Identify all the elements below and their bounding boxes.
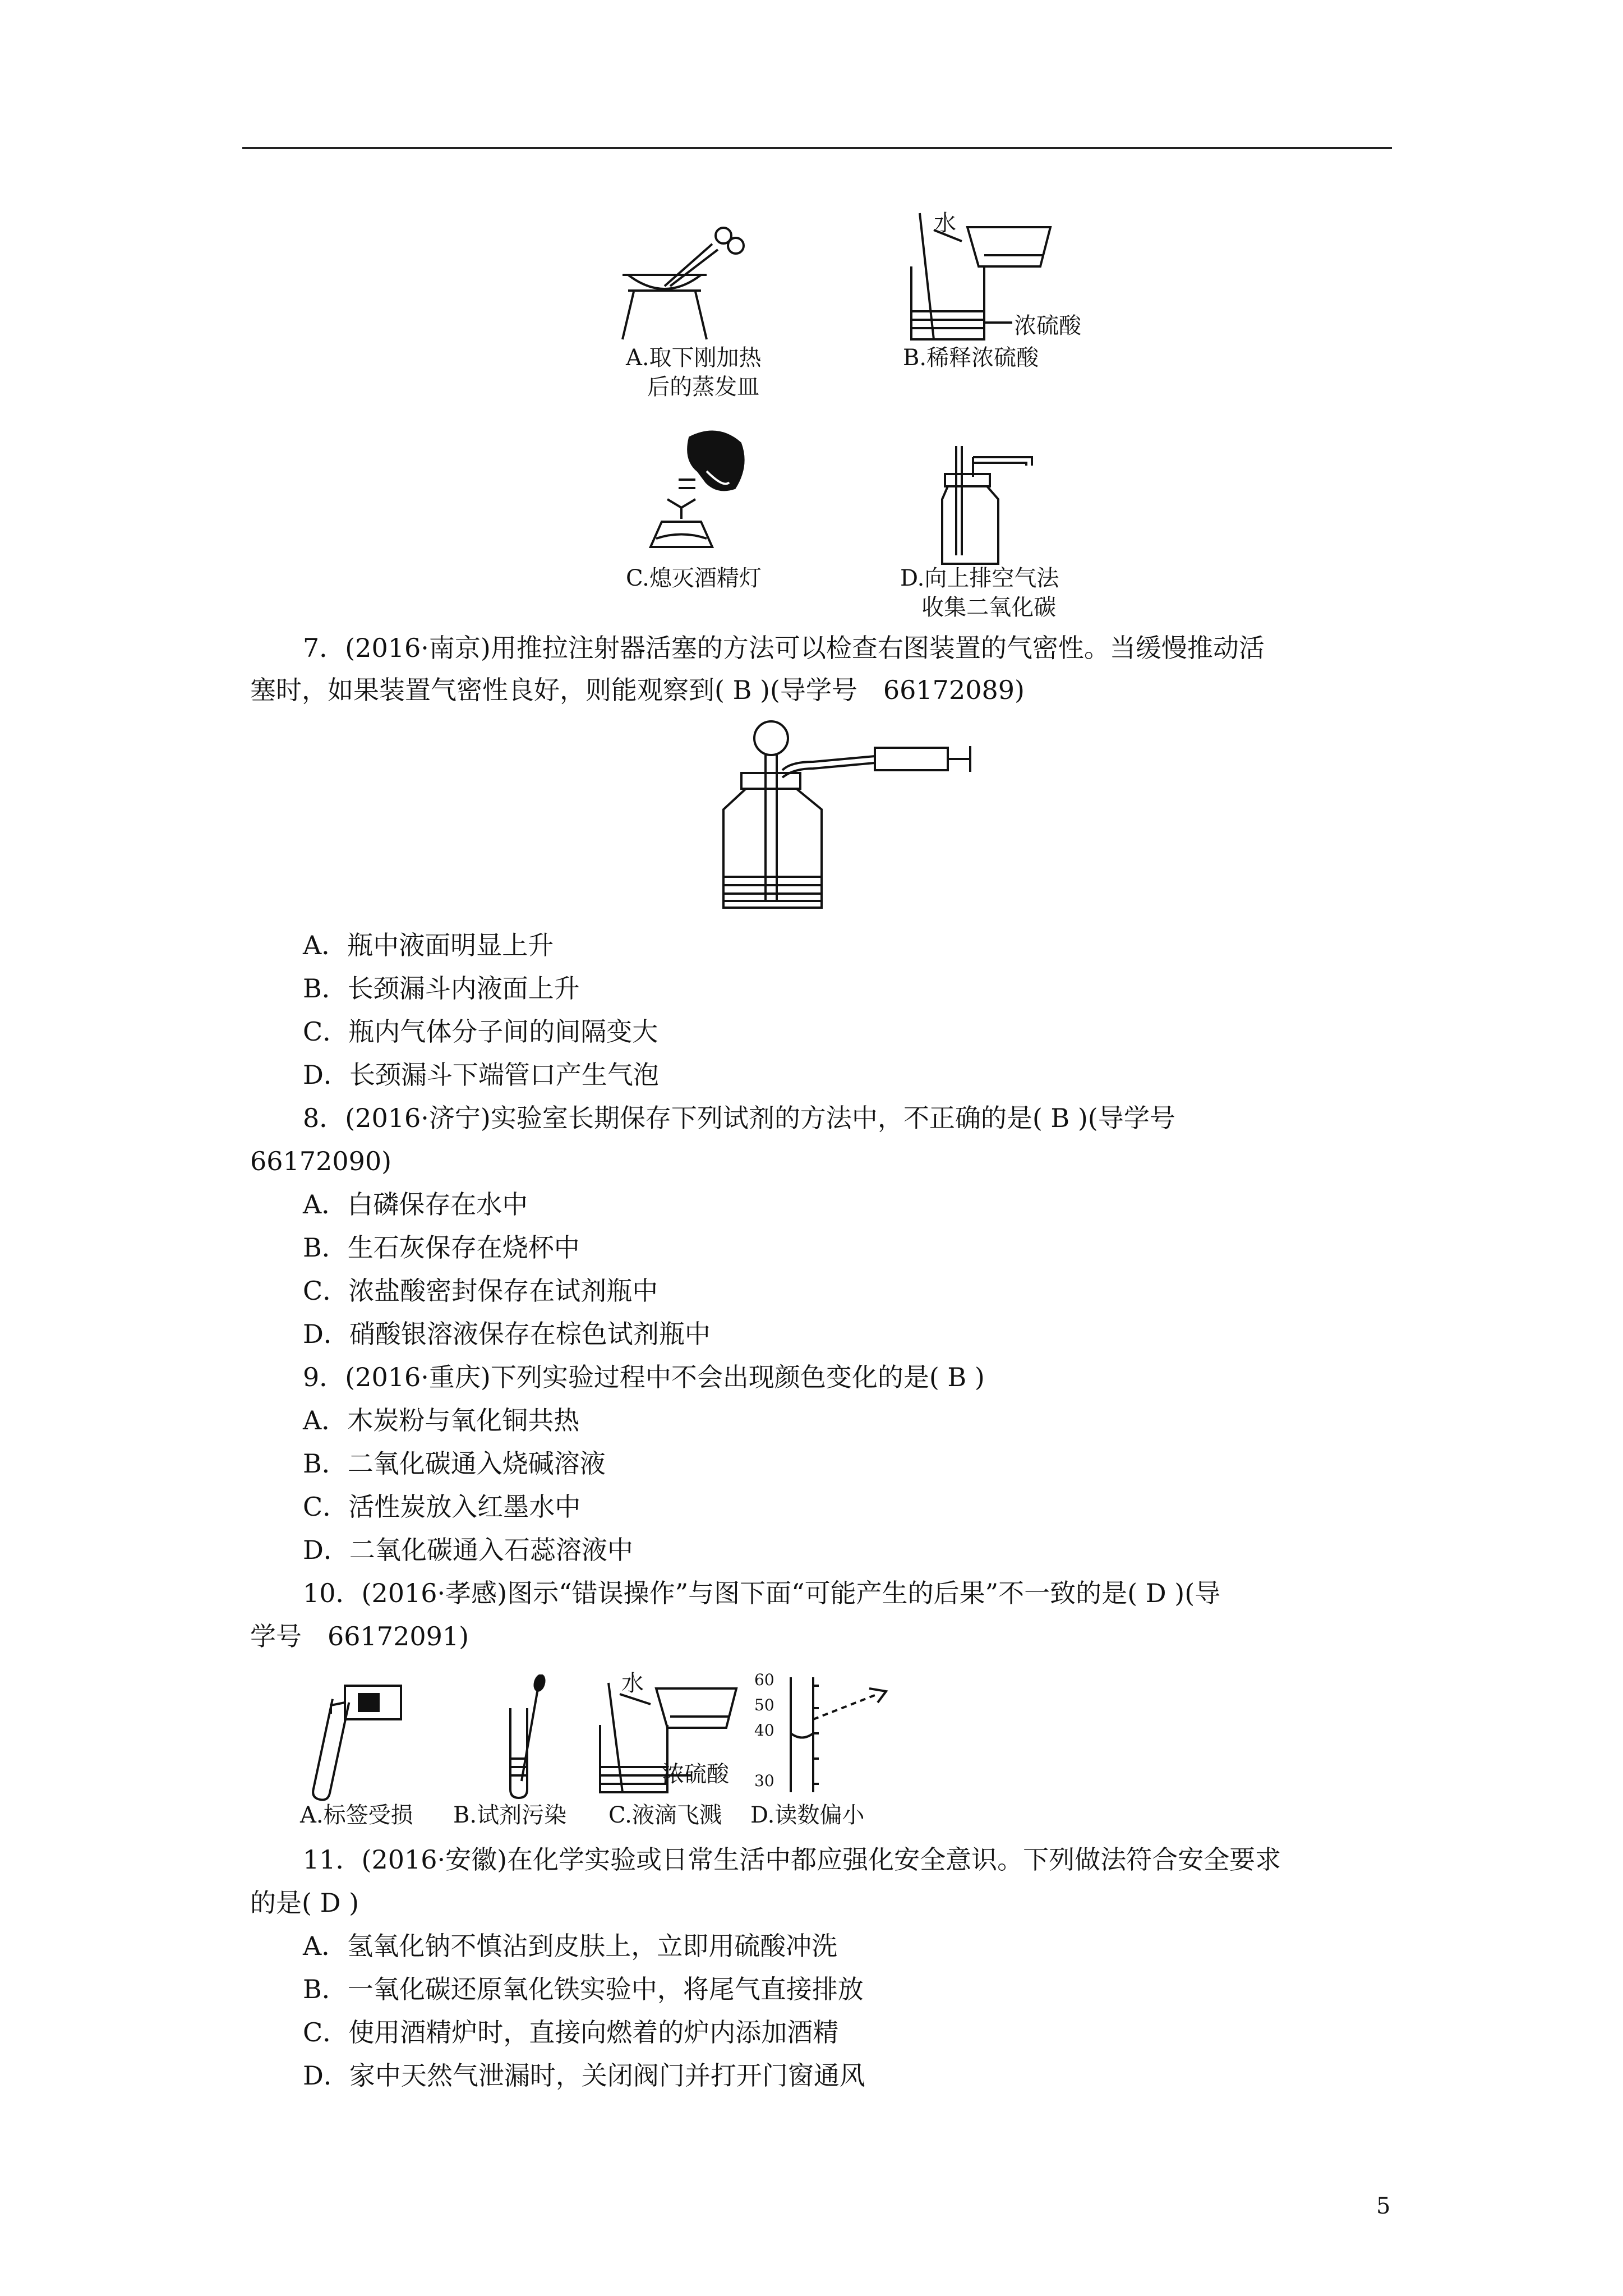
q7-option-d: D．长颈漏斗下端管口产生气泡 [303,1060,659,1090]
figure-alcohol-lamp [645,426,757,561]
q8-option-a: A．白磷保存在水中 [303,1189,528,1220]
q10-stem-line2: 学号 66172091) [250,1621,469,1651]
q11-option-c: C．使用酒精炉时，直接向燃着的炉内添加酒精 [303,2017,839,2047]
figure-q10-pouring [311,1680,418,1803]
q10-caption-d: D.读数偏小 [750,1802,865,1828]
caption-c: C.熄灭酒精灯 [626,565,762,591]
caption-b: B.稀释浓硫酸 [903,345,1039,371]
q9-option-b: B．二氧化碳通入烧碱溶液 [303,1448,606,1479]
q9-stem-line1: 9．(2016·重庆)下列实验过程中不会出现颜色变化的是( B ) [303,1362,985,1392]
figure-syringe-apparatus [712,717,981,913]
label-acid-top: 浓硫酸 [1014,313,1081,339]
q10-tick-60: 60 [754,1671,774,1689]
q9-option-a: A．木炭粉与氧化铜共热 [303,1405,580,1435]
q10-caption-b: B.试剂污染 [453,1802,567,1828]
q10-tick-50: 50 [754,1696,774,1714]
q8-option-b: B．生石灰保存在烧杯中 [303,1232,580,1263]
q10-tick-40: 40 [754,1721,774,1740]
q7-option-c: C．瓶内气体分子间的间隔变大 [303,1016,658,1047]
page-number: 5 [1376,2193,1391,2219]
q11-option-b: B．一氧化碳还原氧化铁实验中，将尾气直接排放 [303,1974,864,2004]
q8-stem-line1: 8．(2016·济宁)实验室长期保存下列试剂的方法中，不正确的是( B )(导学号 [303,1103,1175,1133]
q11-option-a: A．氢氧化钠不慎沾到皮肤上，立即用硫酸冲洗 [303,1931,838,1961]
q11-stem-line2: 的是( D ) [250,1888,359,1918]
q8-option-d: D．硝酸银溶液保存在棕色试剂瓶中 [303,1319,711,1349]
q7-option-b: B．长颈漏斗内液面上升 [303,973,580,1004]
figure-gas-bottle [931,443,1038,567]
q11-stem-line1: 11．(2016·安徽)在化学实验或日常生活中都应强化安全意识。下列做法符合安全要求 [303,1844,1281,1875]
q7-option-a: A．瓶中液面明显上升 [303,930,554,960]
q10-label-water: 水 [621,1671,644,1696]
figure-q10-dropper [505,1674,550,1803]
q9-option-c: C．活性炭放入红墨水中 [303,1492,581,1522]
q11-option-d: D．家中天然气泄漏时，关闭阀门并打开门窗通风 [303,2060,865,2091]
q10-caption-c: C.液滴飞溅 [608,1802,722,1828]
q7-stem-line2: 塞时，如果装置气密性良好，则能观察到( B )(导学号 66172089) [250,675,1025,705]
figure-evaporating-dish [611,213,757,342]
q10-caption-a: A.标签受损 [300,1802,413,1828]
label-water-top: 水 [934,210,956,236]
q10-stem-line1: 10．(2016·孝感)图示“错误操作”与图下面“可能产生的后果”不一致的是( D )(导 [303,1578,1221,1608]
q8-option-c: C．浓盐酸密封保存在试剂瓶中 [303,1276,658,1306]
caption-a: A.取下刚加热 后的蒸发皿 [626,345,762,400]
figure-q10-cylinder [780,1672,897,1795]
caption-d: D.向上排空气法 收集二氧化碳 [900,565,1059,620]
q8-stem-line2: 66172090) [250,1146,392,1176]
q10-tick-30: 30 [754,1772,774,1790]
q10-label-acid: 浓硫酸 [662,1761,729,1787]
header-rule [242,147,1392,149]
q9-option-d: D．二氧化碳通入石蕊溶液中 [303,1535,633,1565]
q7-stem-line1: 7．(2016·南京)用推拉注射器活塞的方法可以检查右图装置的气密性。当缓慢推动活 [303,633,1265,663]
